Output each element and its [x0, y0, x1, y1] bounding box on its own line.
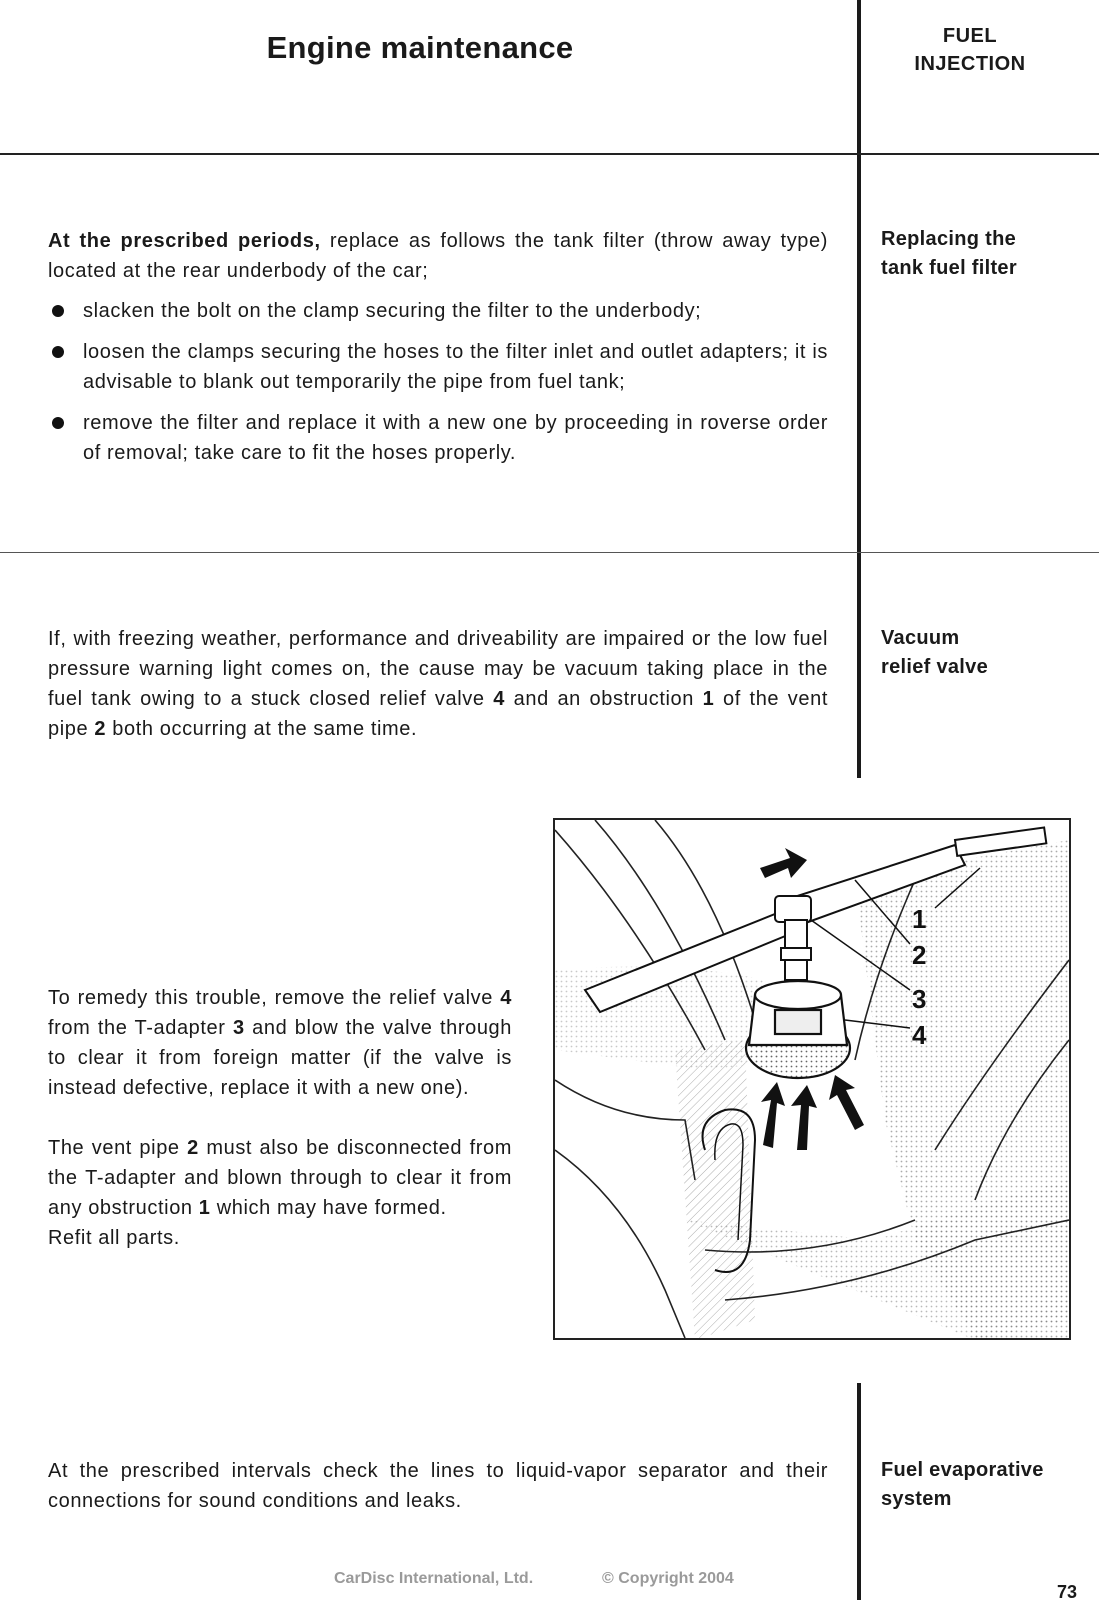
relief-valve-window — [775, 1010, 821, 1034]
arrow-icon — [760, 848, 807, 878]
evap-text: At the prescribed intervals check the lines to liquid-vapor separator and their connections for sound conditions and leaks. — [48, 1460, 828, 1512]
section-tag — [870, 22, 1070, 78]
hatched-panel — [675, 1040, 755, 1338]
list-item: remove the filter and replace it with a new one by proceeding in roverse order of removal; take care to fit the hoses properly. — [48, 408, 828, 468]
side-title-evap — [881, 1456, 1081, 1514]
side-title-line1: Fuel evaporative — [881, 1459, 1044, 1481]
arrow-icon — [829, 1075, 864, 1130]
side-title-line2: system — [881, 1488, 952, 1510]
text-run: must also be disconnected from the T-adapter and blown through to clear it from any obstruction — [48, 1137, 512, 1219]
callout-4: 4 — [912, 1020, 927, 1050]
page-number: 73 — [1056, 1582, 1077, 1602]
remedy-text — [48, 983, 512, 1253]
callout-3: 3 — [912, 984, 927, 1014]
footer-copyright: © Copyright 2004 — [602, 1570, 734, 1587]
ref-number: 2 — [187, 1137, 199, 1159]
intro-rest: replace as follows the tank filter (throw away type) located at the rear underbody of the car; — [48, 230, 828, 282]
arrow-icon — [761, 1082, 785, 1148]
ref-number: 3 — [233, 1017, 245, 1039]
side-title-line2: relief valve — [881, 656, 989, 678]
contour-line — [555, 1080, 695, 1180]
section-divider — [0, 552, 1099, 553]
tank-filter-text — [48, 226, 828, 479]
ref-number: 1 — [198, 1197, 211, 1219]
callout-1: 1 — [912, 904, 927, 934]
remedy-paragraph — [48, 983, 512, 1103]
header-divider — [0, 153, 1099, 155]
text-run: To remedy this trouble, remove the relief valve — [48, 987, 501, 1009]
tank-filter-intro — [48, 226, 828, 286]
tank-filter-steps — [48, 296, 828, 468]
ref-number: 1 — [702, 688, 715, 710]
side-title-line2: tank fuel filter — [881, 257, 1017, 279]
page-title: Engine maintenance — [266, 30, 574, 65]
side-title-line1: Replacing the — [881, 228, 1017, 250]
text-run: both occurring at the same time. — [106, 718, 418, 740]
intro-bold: At the prescribed periods, — [48, 230, 321, 252]
vertical-divider-top — [857, 0, 861, 778]
text-run: from the T-adapter — [48, 1017, 233, 1039]
arrow-icon — [791, 1085, 817, 1150]
ref-number: 4 — [493, 688, 505, 710]
refit-paragraph: Refit all parts. — [48, 1227, 180, 1249]
relief-valve-illustration — [553, 818, 1071, 1340]
contour-line — [555, 1150, 685, 1338]
text-run: The vent pipe — [48, 1137, 188, 1159]
footer-company: CarDisc International, Ltd. — [334, 1570, 534, 1587]
text-run: and an obstruction — [505, 688, 703, 710]
text-run: If, with freezing weather, performance and driveability are impaired or the low fuel pressure warning light comes on, the cause may be vacuum taking place in the fuel tank owing to a stuck closed relief valve — [48, 628, 828, 710]
list-item: slacken the bolt on the clamp securing the filter to the underbody; — [48, 296, 828, 326]
vacuum-valve-paragraph — [48, 624, 828, 744]
section-tag-line1: FUEL — [942, 25, 998, 47]
callout-2: 2 — [912, 940, 927, 970]
ref-number: 4 — [500, 987, 512, 1009]
section-tag-line2: INJECTION — [914, 53, 1026, 75]
side-title-line1: Vacuum — [881, 627, 960, 649]
side-title-tank-filter — [881, 225, 1081, 283]
vertical-divider-bottom — [857, 1383, 861, 1600]
relief-valve-drawing — [555, 820, 1069, 1338]
relief-valve-top — [755, 981, 841, 1009]
text-run: which may have formed. — [210, 1197, 447, 1219]
t-adapter — [775, 896, 811, 922]
adapter-collar — [781, 948, 811, 960]
side-title-vacuum-valve — [881, 624, 1081, 682]
vent-pipe-paragraph — [48, 1133, 512, 1223]
text-run: of the vent pipe — [48, 688, 828, 740]
text-run: and blow the valve through to clear it from foreign matter (if the valve is instead defective, replace it with a new one). — [48, 1017, 512, 1099]
ref-number: 2 — [94, 718, 107, 740]
list-item: loosen the clamps securing the hoses to the filter inlet and outlet adapters; it is advisable to blank out temporarily the pipe from fuel tank; — [48, 337, 828, 397]
